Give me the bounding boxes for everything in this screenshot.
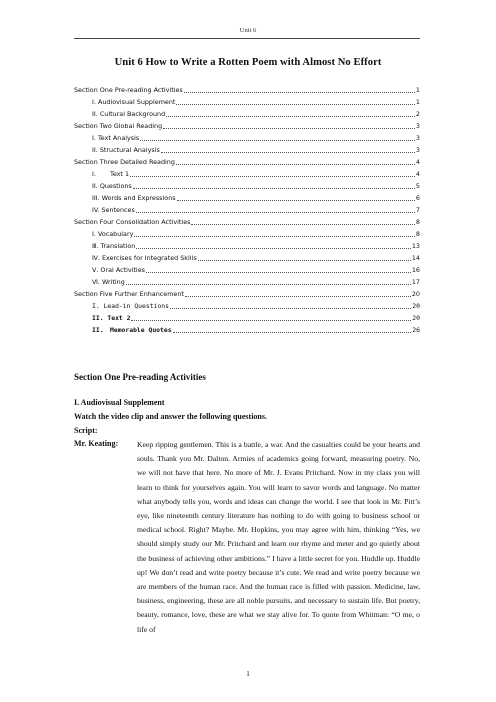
toc-entry-text: Ⅵ. Writing xyxy=(92,278,125,286)
toc-entry-text: Ⅳ. Exercises for Integrated Skills xyxy=(92,254,197,262)
toc-entry-page: 8 xyxy=(415,230,420,238)
toc-leader-dots xyxy=(163,128,415,129)
toc-entry-page: 1 xyxy=(415,86,420,94)
toc-entry-section-four[interactable] xyxy=(74,216,420,228)
toc-entry-text: Section Two Global Reading xyxy=(74,122,163,130)
toc-entry-number: I. xyxy=(92,170,96,178)
toc-entry-text-analysis[interactable] xyxy=(74,132,420,144)
toc-entry-text: I. Audiovisual Supplement xyxy=(92,98,176,106)
toc-entry-questions[interactable] xyxy=(74,180,420,192)
toc-entry-page: 3 xyxy=(415,146,420,154)
toc-entry-section-one[interactable] xyxy=(74,84,420,96)
toc-leader-dots xyxy=(166,116,415,117)
toc-entry-text: Ⅴ. Oral Activities xyxy=(92,266,145,274)
toc-entry-text: Ⅲ. Translation xyxy=(92,242,136,250)
toc-entry-page: 4 xyxy=(415,158,420,166)
toc-entry-section-two[interactable] xyxy=(74,120,420,132)
document-title: Unit 6 How to Write a Rotten Poem with Almost No Effort xyxy=(114,57,382,68)
toc-leader-dots xyxy=(130,176,415,177)
toc-entry-words-and-expressions[interactable] xyxy=(74,192,420,204)
toc-entry-page: 2 xyxy=(415,110,420,118)
toc-entry-lead-in-questions[interactable] xyxy=(74,300,420,312)
toc-entry-text: Text 1 xyxy=(110,170,130,178)
toc-leader-dots xyxy=(198,260,411,261)
toc-entry-text: Section Three Detailed Reading xyxy=(74,158,175,166)
toc-entry-number: II. xyxy=(92,326,104,334)
toc-entry-page: 5 xyxy=(415,182,420,190)
toc-entry-translation[interactable] xyxy=(74,240,420,252)
toc-entry-text: II. Questions xyxy=(92,182,132,190)
toc-entry-page: 6 xyxy=(415,194,420,202)
toc-leader-dots xyxy=(161,152,415,153)
toc-entry-memorable-quotes[interactable] xyxy=(74,324,420,336)
toc-entry-text-2[interactable] xyxy=(74,312,420,324)
toc-entry-text: I. Text Analysis xyxy=(92,134,140,142)
toc-leader-dots xyxy=(185,296,411,297)
toc-leader-dots xyxy=(146,272,411,273)
toc-entry-text: Memorable Quotes xyxy=(110,326,172,334)
toc-entry-text-1[interactable] xyxy=(74,168,420,180)
toc-entry-integrated-skills[interactable] xyxy=(74,252,420,264)
page-number: 1 xyxy=(246,670,250,678)
toc-entry-structural-analysis[interactable] xyxy=(74,144,420,156)
toc-leader-dots xyxy=(177,200,415,201)
toc-entry-page: 8 xyxy=(415,218,420,226)
toc-entry-text: II. Text 2 xyxy=(92,314,131,322)
toc-entry-text: II. Structural Analysis xyxy=(92,146,160,154)
toc-leader-dots xyxy=(136,212,415,213)
toc-entry-page: 20 xyxy=(412,314,420,322)
table-of-contents xyxy=(74,84,420,336)
toc-entry-text: III. Words and Expressions xyxy=(92,194,176,202)
toc-leader-dots xyxy=(176,104,415,105)
sub-heading: I. Audiovisual Supplement xyxy=(74,398,165,407)
toc-leader-dots xyxy=(126,284,411,285)
toc-entry-page: 3 xyxy=(415,134,420,142)
instruction-text: Watch the video clip and answer the following questions. xyxy=(74,412,267,421)
toc-leader-dots xyxy=(134,236,415,237)
toc-entry-page: 3 xyxy=(415,122,420,130)
toc-entry-text: Section Four Consolidation Activities xyxy=(74,218,191,226)
toc-entry-text: IV. Sentences xyxy=(92,206,135,214)
toc-entry-text: Ⅰ. Vocabulary xyxy=(92,230,134,238)
toc-entry-vocabulary[interactable] xyxy=(74,228,420,240)
toc-entry-text: I. Lead-in Questions xyxy=(92,302,169,310)
toc-entry-page: 16 xyxy=(411,266,420,274)
toc-entry-audiovisual-supplement[interactable] xyxy=(74,96,420,108)
toc-entry-page: 17 xyxy=(411,278,420,286)
toc-entry-section-five[interactable] xyxy=(74,288,420,300)
toc-entry-sentences[interactable] xyxy=(74,204,420,216)
toc-leader-dots xyxy=(184,92,415,93)
toc-entry-page: 1 xyxy=(415,98,420,106)
toc-leader-dots xyxy=(173,332,412,333)
toc-leader-dots xyxy=(191,224,414,225)
header-rule xyxy=(74,38,420,39)
toc-leader-dots xyxy=(131,320,411,321)
script-label: Script: xyxy=(74,426,98,435)
toc-entry-page: 4 xyxy=(415,170,420,178)
toc-entry-text: II. Cultural Background xyxy=(92,110,166,118)
toc-entry-page: 20 xyxy=(412,302,420,310)
toc-entry-page: 14 xyxy=(411,254,420,262)
toc-leader-dots xyxy=(170,308,411,309)
toc-leader-dots xyxy=(136,248,411,249)
toc-entry-writing[interactable] xyxy=(74,276,420,288)
toc-entry-section-three[interactable] xyxy=(74,156,420,168)
toc-entry-page: 7 xyxy=(415,206,420,214)
section-heading: Section One Pre-reading Activities xyxy=(74,372,206,382)
toc-entry-oral-activities[interactable] xyxy=(74,264,420,276)
running-header: Unit 6 xyxy=(239,27,257,34)
toc-leader-dots xyxy=(176,164,415,165)
toc-entry-text: Section Five Further Enhancement xyxy=(74,290,184,298)
speech-paragraph: Keep ripping gentlemen. This is a battle, a war. And the casualties could be your hearts and souls. Thank you Mr. Dalton. Armies of academics going forward, measuring poetry. No, we will not have that here. No more of Mr. J. Evans Pritchard. Now in my class you will learn to think for yourselves again. You will learn to savor words and language. No matter what anybody tells you, words and ideas can change the world. I see that look in Mr. Pitt’s eye, like nineteenth century literature has nothing to do with going to business school or medical school. Right? Maybe. Mr. Hopkins, you may agree with him, thinking “Yes, we should simply study our Mr. Pritchard and learn our rhyme and meter and go quietly about the business of achieving other ambitions.” I have a little secret for you. Huddle up. Huddle up! We don’t read and write poetry because it’s cute. We read and write poetry because we are members of the human race. And the human race is filled with passion. Medicine, law, business, engineering, these are all noble pursuits, and necessary to sustain life. But poetry, beauty, romance, love, these are what we stay alive for. To quote from Whitman: “O me, o life of xyxy=(137,440,420,634)
toc-entry-page: 13 xyxy=(411,242,420,250)
toc-entry-text: Section One Pre-reading Activities xyxy=(74,86,183,94)
toc-leader-dots xyxy=(133,188,415,189)
toc-entry-page: 26 xyxy=(412,326,420,334)
toc-entry-page: 20 xyxy=(411,290,420,298)
toc-leader-dots xyxy=(140,140,415,141)
speaker-name: Mr. Keating: xyxy=(74,439,119,448)
toc-entry-cultural-background[interactable] xyxy=(74,108,420,120)
